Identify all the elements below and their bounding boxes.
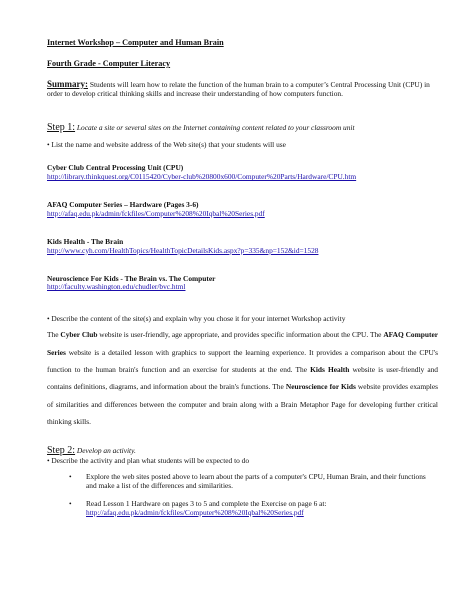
list-item xyxy=(47,473,438,491)
site-name-bold: Neuroscience for Kids xyxy=(285,382,356,392)
bullet-icon: • xyxy=(69,472,72,482)
activity-link[interactable]: http://afaq.edu.pk/admin/fckfiles/Computer%208%20Iqbal%20Series.pdf xyxy=(86,508,304,518)
description-paragraph xyxy=(47,326,438,430)
step-1-heading xyxy=(47,122,438,134)
site-link[interactable]: http://afaq.edu.pk/admin/fckfiles/Computer%208%20Iqbal%20Series.pdf xyxy=(47,208,265,218)
paragraph-text: The xyxy=(47,330,61,340)
site-name-bold: Cyber Club xyxy=(60,330,98,340)
site-name: Neuroscience For Kids - The Brain vs. The Computer xyxy=(47,273,216,283)
paragraph-text: website is user-friendly, age appropriate, and provides specific information about the CPU. The xyxy=(97,330,384,340)
site-name-bold: AFAQ Computer Series xyxy=(47,330,439,357)
site-name: Kids Health - The Brain xyxy=(47,236,124,246)
summary-label: Summary: xyxy=(47,78,88,89)
list-item xyxy=(47,500,438,518)
step-2-bullet: • Describe the activity and plan what students will be expected to do xyxy=(47,455,250,465)
step-2-description: Develop an activity. xyxy=(76,445,136,455)
activity-text: Read Lesson 1 Hardware on pages 3 to 5 and complete the Exercise on page 6 at: xyxy=(86,499,327,509)
site-entry-kids-health xyxy=(47,238,438,256)
document-title: Internet Workshop – Computer and Human Brain xyxy=(47,38,224,47)
step-1-label: Step 1: xyxy=(47,122,76,134)
site-link[interactable]: http://www.cyh.com/HealthTopics/HealthTopicDetailsKids.aspx?p=335&np=152&id=1528 xyxy=(47,245,319,255)
site-entry-cyber-club xyxy=(47,164,438,182)
document-subtitle: Fourth Grade - Computer Literacy xyxy=(47,58,171,68)
site-name: AFAQ Computer Series – Hardware (Pages 3-6) xyxy=(47,200,199,210)
site-link[interactable]: http://library.thinkquest.org/C0115420/Cyber-club%20800x600/Computer%20Parts/Hardware/CPU.htm xyxy=(47,172,357,182)
summary-text: Students will learn how to relate the function of the human brain to a computer’s Central Processing Unit (CPU) in order to develop critical thinking skills and increase their understanding of how computers function. xyxy=(47,79,430,98)
paragraph-text: website is a detailed lesson with graphics to support the learning experience. It provides a comparison about the CPU's function to the human brain's function and an exercise for students at the end. The xyxy=(47,347,438,374)
paragraph-text: website is user-friendly and contains definitions, diagrams, and information about the brain's functions. The xyxy=(47,364,438,392)
step-2-label: Step 2: xyxy=(47,444,76,456)
step-1-bullet: • List the name and website address of the Web site(s) that your students will use xyxy=(47,140,286,150)
summary-section xyxy=(47,79,438,99)
site-link[interactable]: http://faculty.washington.edu/chudler/bvc.html xyxy=(47,282,186,292)
step-2-heading xyxy=(47,445,438,457)
site-entry-neuroscience xyxy=(47,275,438,293)
site-entry-afaq xyxy=(47,201,438,219)
bullet-icon: • xyxy=(69,499,72,509)
activity-list xyxy=(47,473,438,518)
site-name-bold: Kids Health xyxy=(310,364,350,374)
step-1-description: Locate a site or several sites on the Internet containing content related to your classroom unit xyxy=(76,123,355,133)
paragraph-text: website provides examples of similarities and differences between the computer and brain along with a Brain Metaphor Page for developing further critical thinking skills. xyxy=(47,382,438,427)
describe-bullet: • Describe the content of the site(s) and explain why you chose it for your internet Workshop activity xyxy=(47,314,346,324)
site-name: Cyber Club Central Processing Unit (CPU) xyxy=(47,163,184,173)
activity-text: Explore the web sites posted above to learn about the parts of a computer's CPU, Human Brain, and their functions and make a list of the differences and similarities. xyxy=(86,472,426,491)
